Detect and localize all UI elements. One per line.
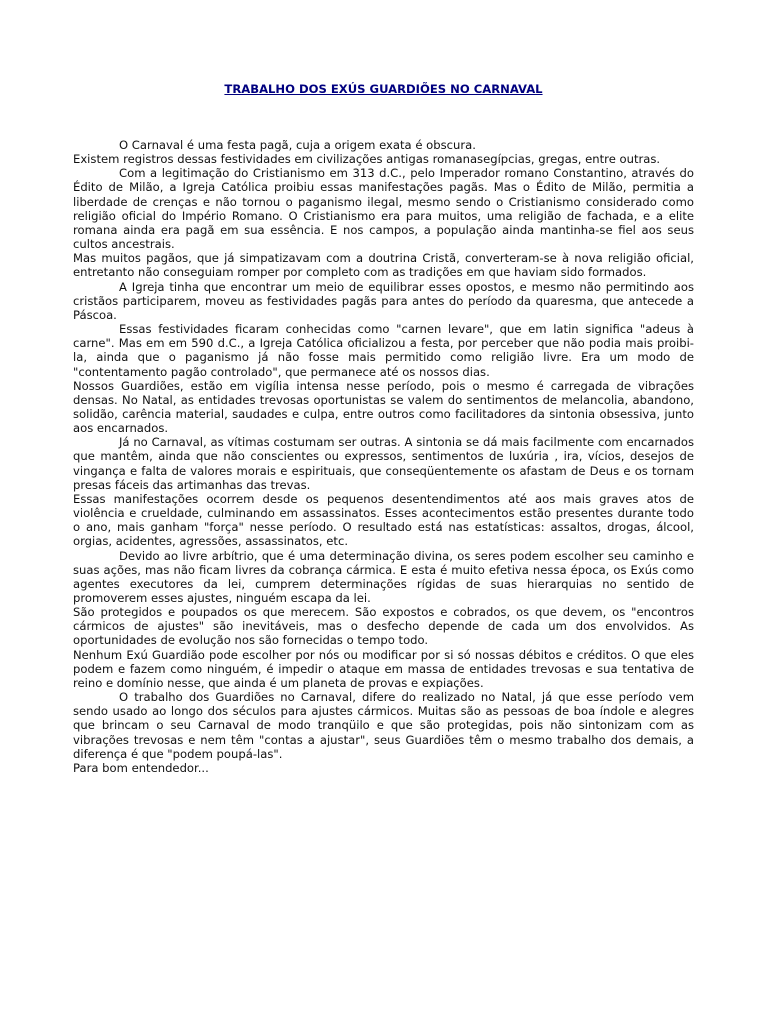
paragraph-guardians-vigil: Nossos Guardiões, estão em vigília intensa nesse período, pois o mesmo é carregada de vibrações densas. No Natal, as entidades trevosas oportunistas se valem do sentimentos de melancolia, abandono, solidão, carência material, saudades e culpa, entre outros como facilitadores da sintonia obsessiva, junto aos encarnados. bbox=[73, 378, 694, 436]
paragraph-protected-and-exposed: São protegidos e poupados os que merecem. São expostos e cobrados, os que devem, os "encontros cármicos de ajustes" são inevitáveis, mas o desfecho depende de cada um dos envolvidos. As oportunidades de evolução nos são fornecidas o tempo todo. bbox=[73, 605, 694, 648]
paragraph-guardians-work: O trabalho dos Guardiões no Carnaval, difere do realizado no Natal, já que esse período vem sendo usado ao longo dos séculos para ajustes cármicos. Muitas são as pessoas de boa índole e alegres que brincam o seu Carnaval de modo tranqüilo e que são protegidas, pois não sintonizam com as vibrações trevosas e nem têm "contas a ajustar", seus Guardiões têm o mesmo trabalho dos demais, a diferença é que "podem poupá-las". bbox=[73, 690, 694, 761]
paragraph-carnen-levare: Essas festividades ficaram conhecidas como "carnen levare", que em latin significa "adeus à carne". Mas em em 590 d.C., a Igreja Católica oficializou a festa, por perceber que não podia mais proibi-la, ainda que o paganismo já não fosse mais permitido como religião livre. Era um modo de "contentamento pagão controlado", que permanece até os nossos dias. bbox=[73, 322, 694, 379]
paragraph-violence-statistics: Essas manifestações ocorrem desde os pequenos desentendimentos até aos mais graves atos de violência e crueldade, culminando em assassinatos. Esses acontecimentos estão presentes durante todo o ano, mais ganham "força" nesse período. O resultado está nas estatísticas: assaltos, drogas, álcool, orgias, acidentes, agressões, assassinatos, etc. bbox=[73, 491, 694, 549]
paragraph-closing: Para bom entendedor... bbox=[73, 760, 209, 775]
paragraph-pagan-converts: Mas muitos pagãos, que já simpatizavam com a doutrina Cristã, converteram-se à nova religião oficial, entretanto não conseguiam romper por completo com as tradições em que haviam sido formados. bbox=[73, 251, 694, 280]
paragraph-ancient-records: Existem registros dessas festividades em civilizações antigas romanasegípcias, gregas, entre outras. bbox=[73, 152, 661, 167]
paragraph-no-guardian-chooses: Nenhum Exú Guardião pode escolher por nós ou modificar por si só nossas débitos e créditos. O que eles podem e fazem como ninguém, é impedir o ataque em massa de entidades trevosas e sua tentativa de reino e domínio nesse, que ainda é um planeta de provas e expiações. bbox=[73, 647, 694, 690]
document-body bbox=[73, 138, 694, 775]
paragraph-edict-of-milan: Com a legitimação do Cristianismo em 313 d.C., pelo Imperador romano Constantino, através do Édito de Milão, a Igreja Católica proibiu essas manifestações pagãs. Mas o Édito de Milão, permitia a liberdade de crenças e não tornou o paganismo ilegal, mesmo sendo o Cristianismo considerado como religião oficial do Império Romano. O Cristianismo era para muitos, uma religião de fachada, e a elite romana ainda era pagã em sua essência. E nos campos, a população ainda mantinha-se fiel aos seus cultos ancestrais. bbox=[73, 166, 694, 252]
paragraph-carnaval-origin: O Carnaval é uma festa pagã, cuja a origem exata é obscura. bbox=[119, 138, 476, 152]
document-title: TRABALHO DOS EXÚS GUARDIÕES NO CARNAVAL bbox=[224, 82, 543, 96]
paragraph-church-balance: A Igreja tinha que encontrar um meio de equilibrar esses opostos, e mesmo não permitindo aos cristãos participarem, moveu as festividades pagãs para antes do período da quaresma, que antecede a Páscoa. bbox=[73, 279, 694, 322]
paragraph-free-will: Devido ao livre arbítrio, que é uma determinação divina, os seres podem escolher seu caminho e suas ações, mas não ficam livres da cobrança cármica. E esta é muito efetiva nessa época, os Exús como agentes executores da lei, cumprem determinações rígidas de suas hierarquias no sentido de promoverem esses ajustes, ninguém escapa da lei. bbox=[73, 548, 694, 605]
paragraph-carnival-victims: Já no Carnaval, as vítimas costumam ser outras. A sintonia se dá mais facilmente com encarnados que mantêm, ainda que não conscientes ou expressos, sentimentos de luxúria , ira, vícios, desejos de vingança e falta de valores morais e espirituais, que conseqüentemente os afastam de Deus e os tornam presas fáceis das artimanhas das trevas. bbox=[73, 435, 694, 492]
